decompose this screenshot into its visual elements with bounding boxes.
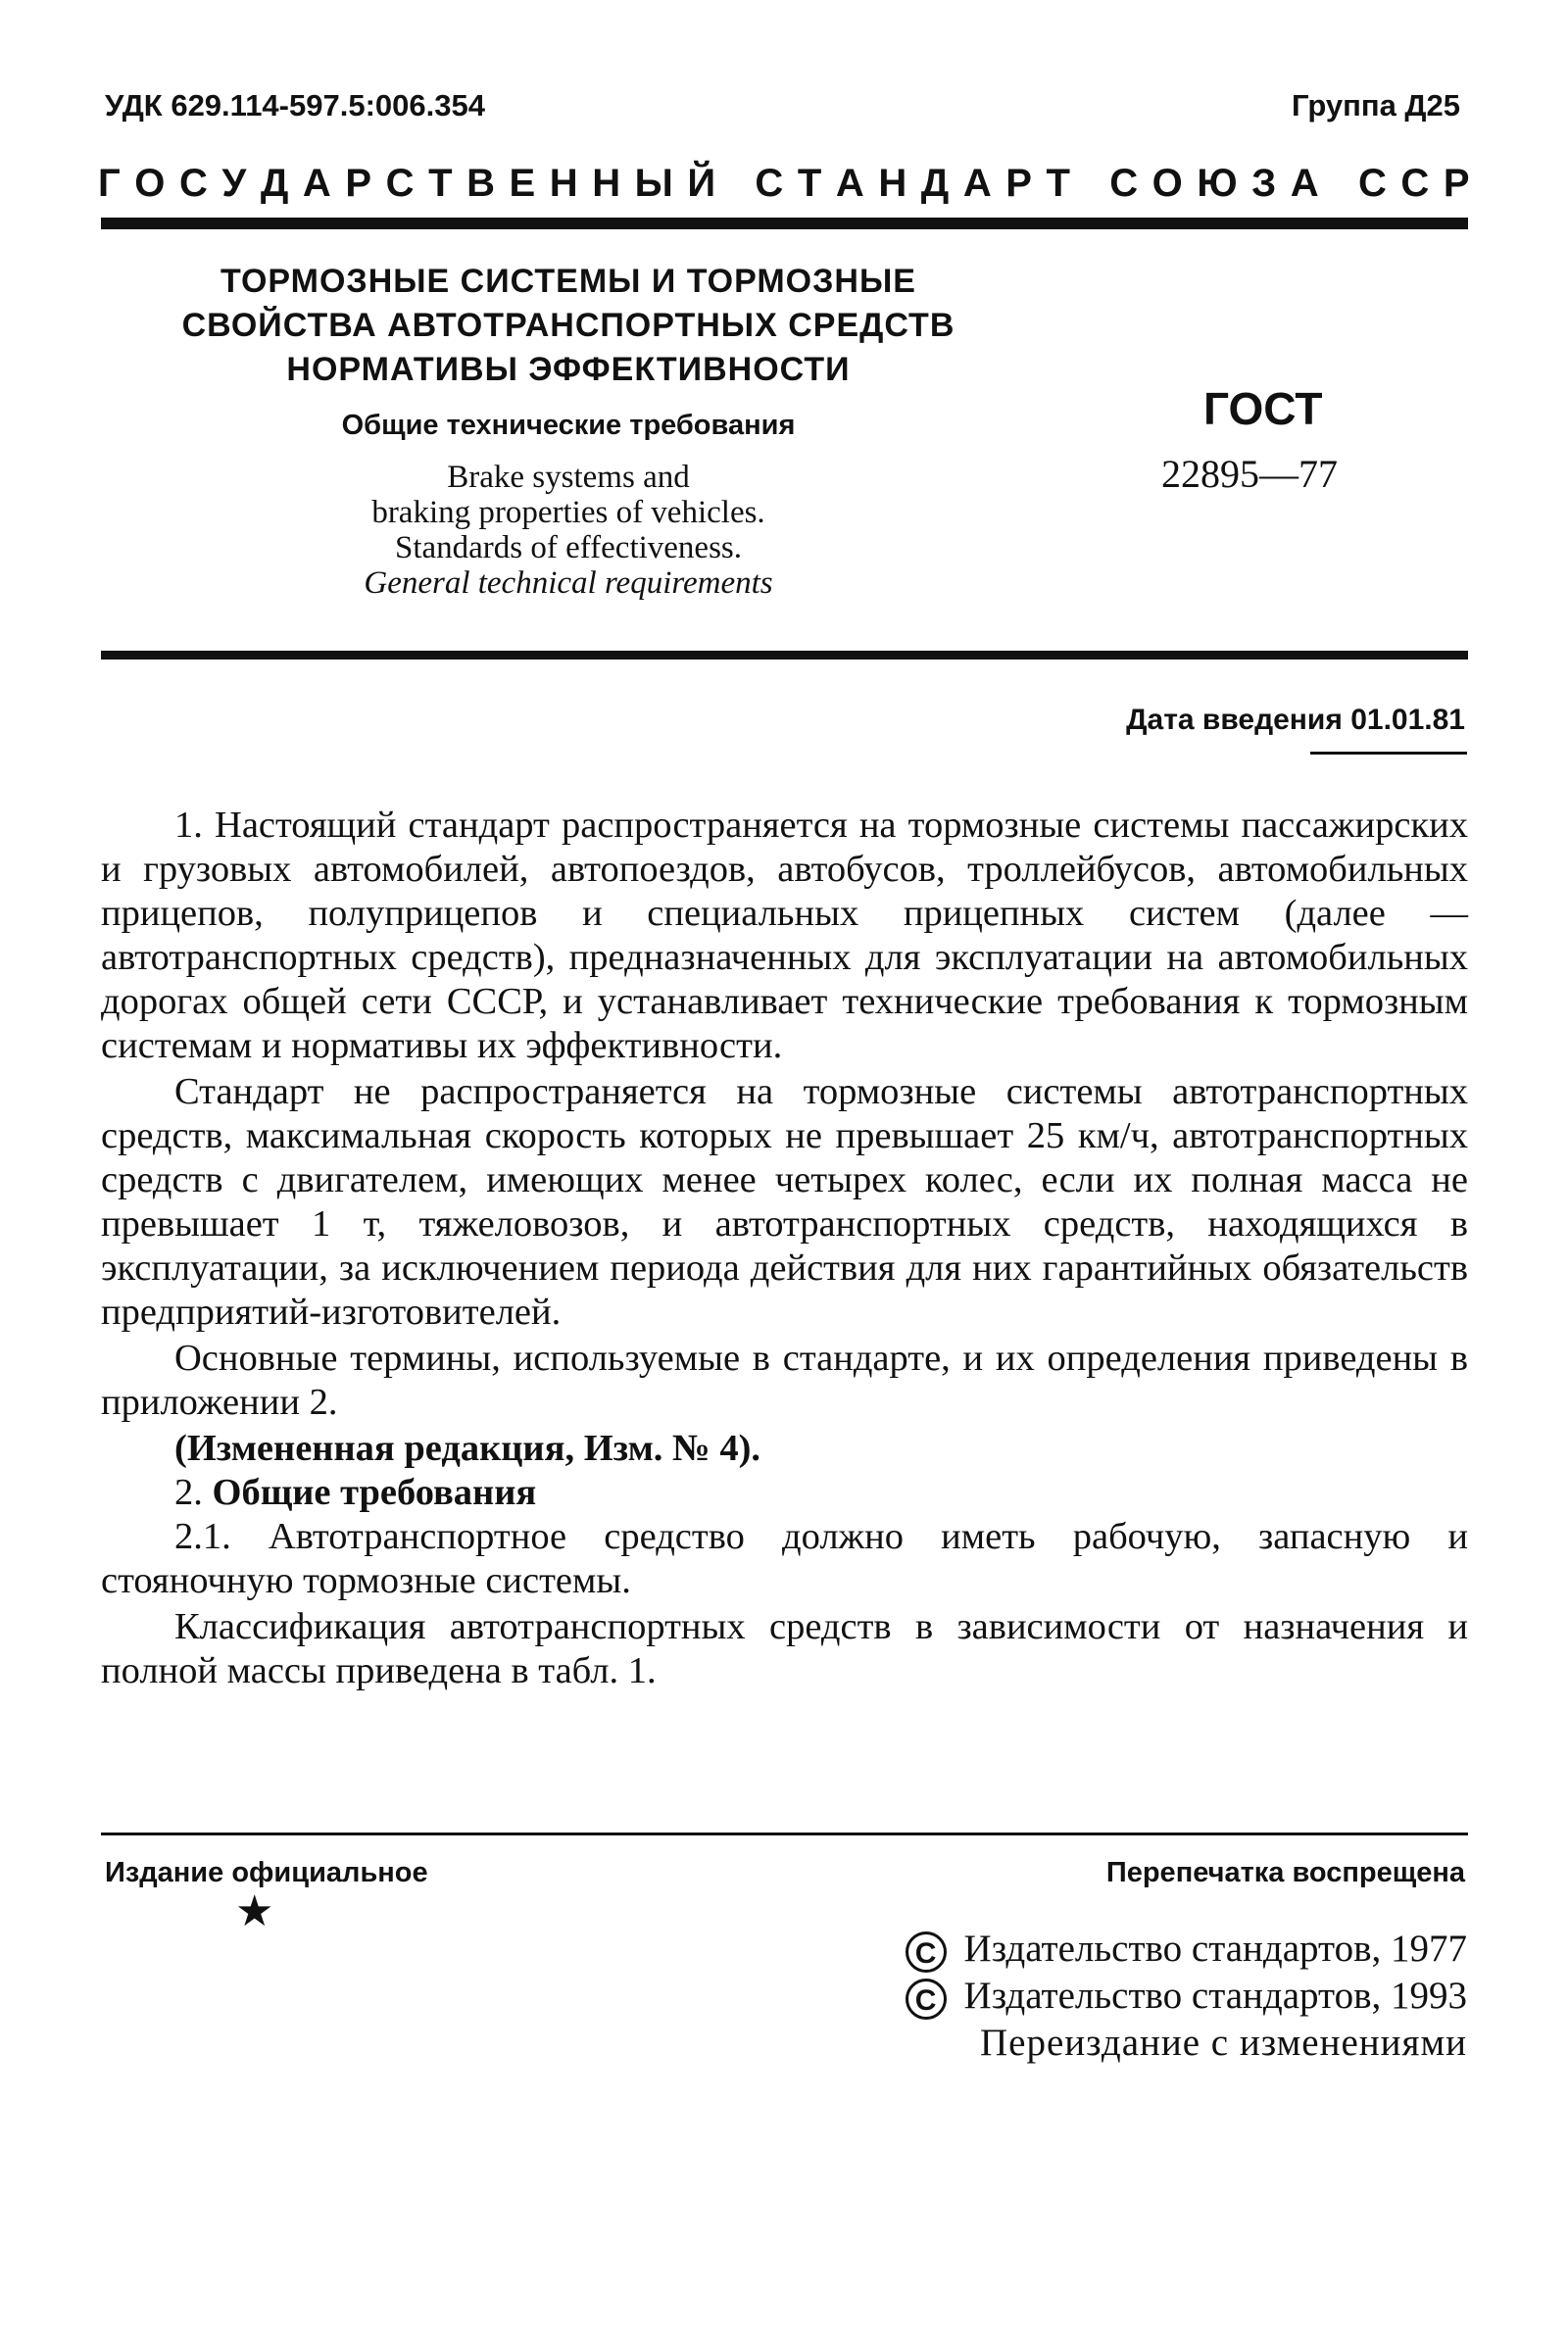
heading-letter: Н xyxy=(878,162,907,205)
title-line-2: СВОЙСТВА АВТОТРАНСПОРТНЫХ СРЕДСТВ xyxy=(181,307,956,344)
subtitle: Общие технические требования xyxy=(341,410,796,441)
heading-letter xyxy=(1085,162,1096,206)
copyright-1993-text: Издательство стандартов, 1993 xyxy=(963,1975,1467,2018)
heading-letter: Т xyxy=(1046,162,1070,205)
heading-letter: З xyxy=(1251,162,1277,205)
title-line-1: ТОРМОЗНЫЕ СИСТЕМЫ И ТОРМОЗНЫЕ xyxy=(220,263,916,300)
date-of-introduction: Дата введения 01.01.81 xyxy=(1126,704,1465,736)
heading-letter: С xyxy=(178,162,208,205)
heading-letter: О xyxy=(134,162,166,205)
paragraph-2-1: 2.1. Автотранспортное средство должно иметь рабочую, запасную и стояночную тормозные системы. xyxy=(101,1516,1468,1601)
heading-letter: А xyxy=(835,162,864,205)
heading-letter: Д xyxy=(260,162,289,205)
amendment-note: (Измененная редакция, Изм. № 4). xyxy=(174,1428,761,1469)
heading-letter: А xyxy=(1290,162,1319,205)
udk-code: УДК 629.114-597.5:006.354 xyxy=(105,88,485,122)
section-title: Общие требования xyxy=(212,1472,537,1513)
heading-letter: О xyxy=(1152,162,1183,205)
reissue-note: Переиздание с изменениями xyxy=(980,2022,1467,2065)
body-text xyxy=(101,804,1468,1693)
heading-letter: Н xyxy=(549,162,578,205)
heading-letter: Ы xyxy=(634,162,673,205)
paragraph-1: 1. Настоящий стандарт распространяется на тормозные системы пассажирских и грузовых автомобилей, автопоездов, автобусов, троллейбусов, автомобильных прицепов, полуприцепов и специальных прицепных систем (далее — автотранспортных средств), предназначенных для эксплуатации на автомобильных дорогах общей сети СССР, и устанавливает технические требования к тормозным системам и нормативы их эффективности. xyxy=(101,805,1468,1066)
heading-letter: Р xyxy=(345,162,372,205)
heading-letter xyxy=(730,162,741,206)
title-bottom-rule xyxy=(101,651,1468,660)
heading-letter: Й xyxy=(687,162,716,205)
copyright-icon: C xyxy=(906,1979,947,2020)
heading-letter xyxy=(1333,162,1344,206)
star-icon: ★ xyxy=(235,1887,274,1935)
english-line-1: Brake systems and xyxy=(447,460,690,495)
copyright-1993 xyxy=(906,1973,1467,2020)
heading-letter: Г xyxy=(98,162,121,205)
heading-letter: Р xyxy=(1005,162,1032,205)
gost-number: 22895—77 xyxy=(1161,452,1338,496)
official-edition: Издание официальное xyxy=(105,1857,428,1888)
reprint-prohibited: Перепечатка воспрещена xyxy=(1105,1857,1465,1888)
copyright-1977-text: Издательство стандартов, 1977 xyxy=(963,1928,1467,1970)
heading-letter: У xyxy=(221,162,247,205)
heading-letter: В xyxy=(466,162,495,205)
english-title xyxy=(137,460,1000,601)
heading-letter: Р xyxy=(1443,162,1470,205)
gost-label: ГОСТ xyxy=(1203,383,1323,434)
heading-letter: А xyxy=(302,162,331,205)
top-rule xyxy=(101,218,1468,229)
copyright-block xyxy=(906,1926,1467,2066)
copyright-1977 xyxy=(906,1926,1467,1973)
heading-letter: Т xyxy=(428,162,453,205)
heading-letter: С xyxy=(1357,162,1387,205)
group-code: Группа Д25 xyxy=(1291,88,1460,122)
heading-letter: Д xyxy=(920,162,950,205)
paragraph-classification: Классификация автотранспортных средств в зависимости от назначения и полной массы приведена в табл. 1. xyxy=(101,1606,1468,1691)
english-line-3: Standards of effectiveness. xyxy=(394,530,743,565)
copyright-icon: C xyxy=(906,1931,947,1973)
heading-letter: Ю xyxy=(1197,162,1238,205)
english-line-2: braking properties of vehicles. xyxy=(371,495,765,530)
section-2-heading xyxy=(101,1471,1468,1515)
footer-rule xyxy=(101,1833,1468,1835)
title-block xyxy=(137,260,1000,601)
heading-letter: С xyxy=(385,162,415,205)
title-line-3: НОРМАТИВЫ ЭФФЕКТИВНОСТИ xyxy=(286,351,851,388)
english-line-4: General technical requirements xyxy=(364,565,773,601)
section-number: 2. xyxy=(174,1472,203,1513)
paragraph-2: Стандарт не распространяется на тормозные системы автотранспортных средств, максимальная скорость которых не превышает 25 км/ч, автотранспортных средств с двигателем, имеющих менее четырех колес, если их полная масса не превышает 1 т, тяжеловозов, и автотранспортных средств, находящихся в эксплуатации, за исключением периода действия для них гарантийных обязательств предприятий-изготовителей. xyxy=(101,1071,1468,1333)
date-underline xyxy=(1310,752,1467,755)
state-standard-heading xyxy=(98,162,1470,206)
heading-letter: Е xyxy=(509,162,536,205)
heading-letter: С xyxy=(755,162,784,205)
heading-letter: А xyxy=(962,162,992,205)
heading-letter: Н xyxy=(592,162,621,205)
heading-letter: С xyxy=(1109,162,1139,205)
heading-letter: Т xyxy=(797,162,822,205)
paragraph-3: Основные термины, используемые в стандарте, и их определения приведены в приложении 2. xyxy=(101,1338,1468,1423)
heading-letter: С xyxy=(1400,162,1430,205)
